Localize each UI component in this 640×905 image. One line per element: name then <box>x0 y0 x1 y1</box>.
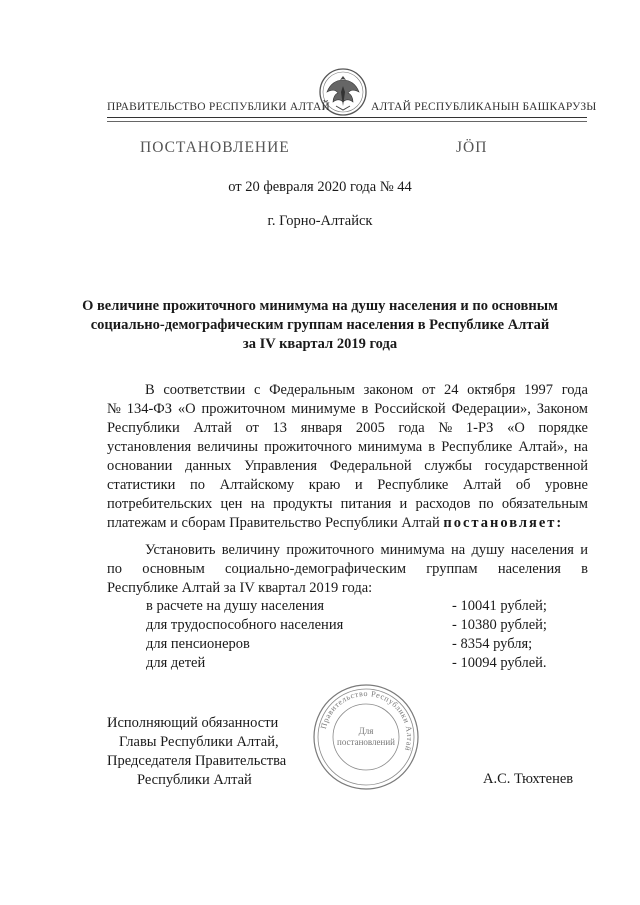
title-line: О величине прожиточного минимума на душу населения и по основным <box>82 298 558 314</box>
word: установления <box>107 439 192 455</box>
government-name-altai: АЛТАЙ РЕСПУБЛИКАНЫН БАШКАРУЗЫ <box>371 101 597 113</box>
word: службы <box>424 458 472 474</box>
preamble-line <box>107 419 588 438</box>
minimum-row-label: в расчете на душу населения <box>146 598 325 614</box>
word: «О <box>177 401 196 417</box>
word: по <box>190 477 206 493</box>
word: в <box>581 561 588 577</box>
resolution-line <box>107 541 588 560</box>
word: Алтай <box>462 477 502 493</box>
word: Установить <box>145 542 216 558</box>
header-rule <box>107 117 587 118</box>
word: по <box>107 561 123 577</box>
document-type-altai: ЈӦП <box>456 139 488 156</box>
word: величины <box>197 439 258 455</box>
word: прожиточного <box>286 542 375 558</box>
word: прожиточном <box>201 401 286 417</box>
word: минимума <box>358 439 423 455</box>
header-rule-thin <box>107 121 587 122</box>
minimum-row-value: - 10380 рублей; <box>452 617 547 633</box>
minimum-row-value: - 8354 рубля; <box>452 636 533 652</box>
resolution-line: Республике Алтай за IV квартал 2019 года: <box>107 580 373 596</box>
minimum-row <box>146 598 586 617</box>
stamp-center-line: постановлений <box>337 737 395 747</box>
stamp-ring-text: Правительство Республики Алтай <box>318 688 415 753</box>
word: 13 <box>272 420 288 436</box>
word: населения <box>497 561 561 577</box>
word: 2005 <box>355 420 385 436</box>
word: Алтай <box>193 420 232 436</box>
preamble-last-line <box>107 514 588 533</box>
word: расходов <box>415 496 471 512</box>
resolution-paragraph <box>107 541 588 598</box>
signer-name: А.С. Тюхтенев <box>483 771 574 787</box>
word: обязательным <box>501 496 588 512</box>
word: порядке <box>538 420 588 436</box>
word: Управления <box>244 458 318 474</box>
title-line: за IV квартал 2019 года <box>242 336 398 352</box>
word: и <box>399 496 408 512</box>
preamble-line <box>107 476 588 495</box>
word: на <box>450 542 466 558</box>
word: Федеральной <box>329 458 412 474</box>
position-line: Республики Алтай <box>137 772 252 788</box>
word: в <box>361 401 369 417</box>
position-line: Главы Республики Алтай, <box>119 734 279 750</box>
word: минимуме <box>291 401 356 417</box>
word: октября <box>467 382 516 398</box>
word: № <box>107 401 121 417</box>
document-title <box>70 297 570 354</box>
word: Республике <box>441 439 513 455</box>
word: минимума <box>380 542 445 558</box>
word: прожиточного <box>264 439 352 455</box>
preamble-line <box>107 400 588 419</box>
word: об <box>515 477 531 493</box>
resolution-line <box>107 560 588 579</box>
minimum-row-label: для пенсионеров <box>146 636 250 652</box>
position-line: Председателя Правительства <box>107 753 287 769</box>
preamble-line: платежам и сборам Правительство Республики Алтай <box>107 515 440 531</box>
word: года <box>561 382 588 398</box>
word: года <box>398 420 425 436</box>
word: по <box>478 496 494 512</box>
minimum-row <box>146 617 586 636</box>
word: Республике <box>377 477 449 493</box>
word: соответствии <box>163 382 246 398</box>
document-date: от 20 февраля 2020 года № 44 <box>228 179 412 195</box>
preamble-paragraph <box>107 381 588 533</box>
word: питания <box>340 496 392 512</box>
official-stamp <box>311 682 421 792</box>
word: государственной <box>484 458 588 474</box>
word: № <box>438 420 453 436</box>
document-city: г. Горно-Алтайск <box>267 213 373 229</box>
word: уровне <box>545 477 588 493</box>
minimum-row-value: - 10041 рублей; <box>452 598 547 614</box>
word: от <box>245 420 259 436</box>
title-line: социально-демографическим группам населения в Республике Алтай <box>90 317 550 333</box>
position-line: Исполняющий обязанности <box>107 715 279 731</box>
word: социально-демографическим <box>225 561 407 577</box>
word: 1997 <box>524 382 554 398</box>
document-type-russian: ПОСТАНОВЛЕНИЕ <box>140 139 290 156</box>
word: Республики <box>107 420 180 436</box>
word: «О <box>507 420 525 436</box>
word: основным <box>142 561 205 577</box>
word: продукты <box>273 496 333 512</box>
word: законом <box>363 382 414 398</box>
minimum-row <box>146 655 586 674</box>
word: душу <box>471 542 505 558</box>
word: Российской <box>374 401 446 417</box>
minimum-row-value: - 10094 рублей. <box>452 655 547 671</box>
preamble-line <box>107 438 588 457</box>
word: В <box>145 382 155 398</box>
word: и <box>580 542 588 558</box>
word: данных <box>185 458 232 474</box>
word: Алтайскому <box>219 477 295 493</box>
word: с <box>253 382 261 398</box>
word: 134-ФЗ <box>126 401 173 417</box>
minimum-row <box>146 636 586 655</box>
word: Алтай», <box>518 439 568 455</box>
resolves-word: постановляет: <box>443 515 564 531</box>
preamble-line <box>107 457 588 476</box>
word: статистики <box>107 477 176 493</box>
word: 1-РЗ <box>465 420 494 436</box>
word: населения <box>510 542 574 558</box>
word: от <box>421 382 436 398</box>
word: января <box>300 420 343 436</box>
government-name-russian: ПРАВИТЕЛЬСТВО РЕСПУБЛИКИ АЛТАЙ <box>107 101 331 113</box>
word: Федерации», <box>451 401 531 417</box>
preamble-line <box>107 495 588 514</box>
stamp-center-line: Для <box>358 726 374 736</box>
word: и <box>354 477 363 493</box>
word: на <box>573 439 588 455</box>
word: в <box>428 439 436 455</box>
word: цен <box>220 496 243 512</box>
word: Законом <box>536 401 588 417</box>
word: на <box>250 496 265 512</box>
word: группам <box>426 561 478 577</box>
word: основании <box>107 458 173 474</box>
minimum-row-label: для трудоспособного населения <box>146 617 344 633</box>
signatory-position <box>107 714 297 790</box>
word: краю <box>308 477 341 493</box>
word: величину <box>221 542 281 558</box>
minimum-row-label: для детей <box>146 655 206 671</box>
word: Федеральным <box>269 382 355 398</box>
word: 24 <box>443 382 459 398</box>
word: потребительских <box>107 496 213 512</box>
preamble-line <box>107 381 588 400</box>
